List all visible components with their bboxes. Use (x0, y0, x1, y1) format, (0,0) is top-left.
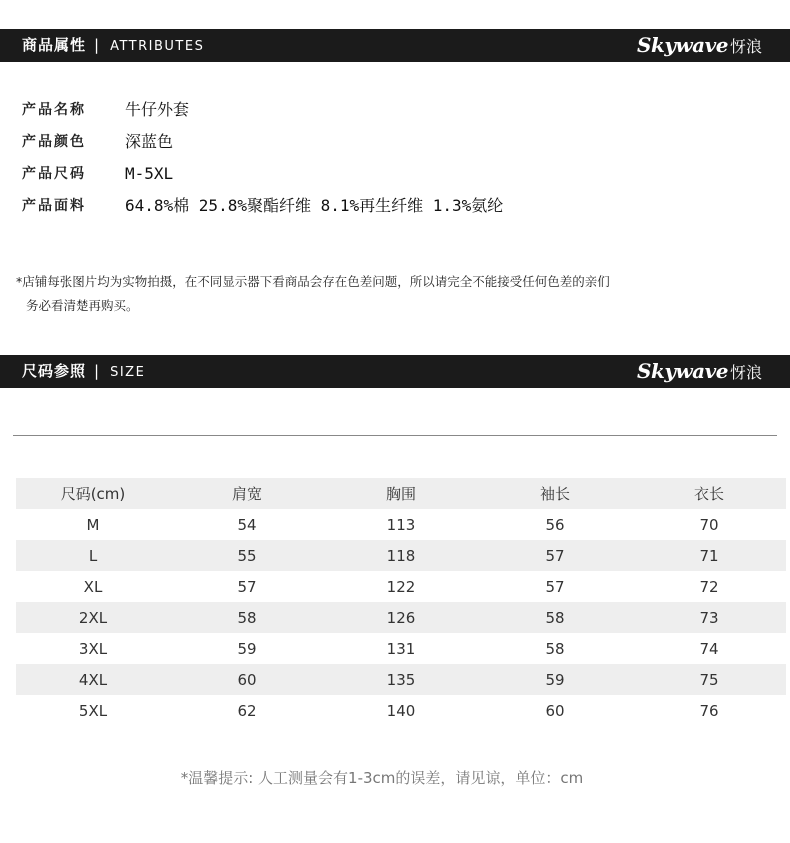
brand-name-cn: 㤉浪 (729, 363, 762, 382)
size-header-bar (0, 355, 790, 388)
brand-name-en: Skywave (637, 359, 728, 383)
table-cell: 59 (237, 639, 257, 658)
table-cell: 122 (386, 577, 416, 596)
table-cell: 70 (699, 515, 719, 534)
table-cell: 113 (386, 515, 416, 534)
header-separator: | (94, 36, 101, 54)
table-row (16, 602, 786, 633)
table-cell: 57 (478, 540, 632, 571)
size-title-en: SIZE (110, 365, 146, 380)
table-row (16, 540, 786, 571)
attribute-label: 产品面料 (22, 198, 86, 214)
column-header: 胸围 (324, 478, 478, 509)
table-cell: 135 (324, 664, 478, 695)
table-cell: M (86, 515, 100, 534)
table-row (16, 509, 786, 540)
attribute-label: 产品尺码 (22, 166, 86, 182)
table-cell: 140 (386, 701, 416, 720)
brand-name-en: Skywave (637, 33, 728, 57)
table-row (16, 571, 786, 602)
table-header-row (16, 478, 786, 509)
table-cell: 62 (237, 701, 257, 720)
table-cell: 56 (545, 515, 565, 534)
table-cell: 5XL (78, 701, 108, 720)
header-separator: | (94, 362, 101, 380)
table-cell: 3XL (78, 639, 108, 658)
attribute-label: 产品名称 (22, 102, 86, 118)
brand-logo (637, 29, 762, 62)
measurement-tip: *温馨提示: 人工测量会有1-3cm的误差，请见谅，单位：cm (180, 769, 584, 787)
table-cell: 58 (478, 602, 632, 633)
table-cell: 57 (237, 577, 257, 596)
table-cell: 71 (632, 540, 786, 571)
attributes-header-bar (0, 29, 790, 62)
table-cell: 59 (478, 664, 632, 695)
attribute-value: 深蓝色 (125, 132, 174, 151)
table-row (16, 695, 786, 726)
column-header: 肩宽 (170, 478, 324, 509)
brand-name-cn: 㤉浪 (729, 37, 762, 56)
size-title-cn: 尺码参照 (22, 362, 87, 380)
column-header: 衣长 (632, 478, 786, 509)
color-difference-notice (16, 270, 756, 318)
column-header: 袖长 (478, 478, 632, 509)
table-cell: L (16, 540, 170, 571)
table-cell: 58 (545, 639, 565, 658)
table-cell: 75 (632, 664, 786, 695)
size-chart-table (16, 478, 786, 726)
table-cell: 73 (632, 602, 786, 633)
table-cell: 57 (545, 577, 565, 596)
column-header: 尺码(cm) (16, 478, 170, 509)
table-cell: 58 (170, 602, 324, 633)
table-cell: 131 (386, 639, 416, 658)
attributes-title-cn: 商品属性 (22, 36, 87, 54)
table-cell: 74 (699, 639, 719, 658)
attribute-value: 牛仔外套 (125, 100, 190, 119)
table-row (16, 633, 786, 664)
size-header-title (22, 355, 145, 388)
notice-line-2: 务必看清楚再购买。 (26, 298, 139, 313)
attributes-title-en: ATTRIBUTES (110, 39, 205, 54)
table-cell: 4XL (16, 664, 170, 695)
notice-line-1: *店铺每张图片均为实物拍摄，在不同显示器下看商品会存在色差问题，所以请完全不能接受任何色差的亲们 (16, 274, 610, 289)
table-cell: 60 (545, 701, 565, 720)
attributes-header-title (22, 29, 204, 62)
table-cell: XL (83, 577, 103, 596)
attribute-value: 64.8%棉 25.8%聚酯纤维 8.1%再生纤维 1.3%氨纶 (125, 196, 504, 215)
table-cell: 60 (170, 664, 324, 695)
table-cell: 55 (170, 540, 324, 571)
table-cell: 2XL (16, 602, 170, 633)
table-row (16, 664, 786, 695)
table-cell: 54 (237, 515, 257, 534)
table-cell: 76 (699, 701, 719, 720)
table-cell: 126 (324, 602, 478, 633)
brand-logo (637, 355, 762, 388)
section-divider (13, 435, 777, 436)
table-cell: 118 (324, 540, 478, 571)
attribute-label: 产品颜色 (22, 134, 86, 150)
table-cell: 72 (699, 577, 719, 596)
attribute-value: M-5XL (125, 164, 174, 183)
